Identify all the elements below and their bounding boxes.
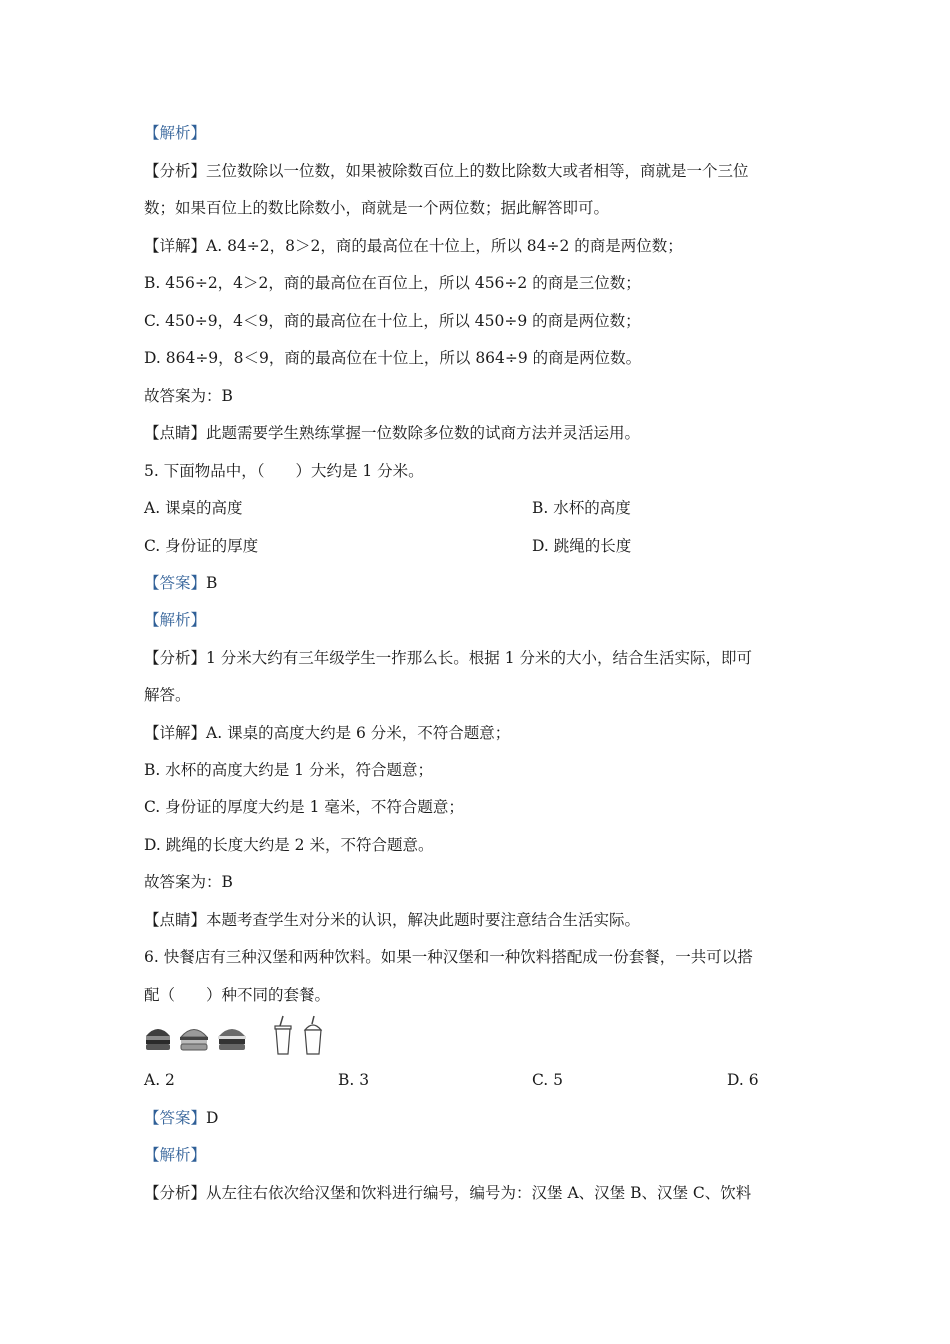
question-5-stem: 5. 下面物品中，（ ）大约是 1 分米。 — [144, 462, 424, 480]
q5-option-d: D. 跳绳的长度 — [532, 537, 632, 555]
q5-analysis-line: 【分析】1 分米大约有三年级学生一拃那么长。根据 1 分米的大小，结合生活实际，即可 — [144, 649, 753, 667]
q5-answer-line: 故答案为：B — [144, 873, 233, 891]
hamburger-icon — [180, 1030, 208, 1051]
answer-line: 故答案为：B — [144, 387, 233, 405]
detail-line-b: B. 456÷2，4＞2，商的最高位在百位上，所以 456÷2 的商是三位数； — [144, 274, 641, 292]
section-jiexi: 【解析】 — [144, 124, 207, 142]
q6-option-d: D. 6 — [727, 1071, 759, 1089]
detail-line-c: C. 450÷9，4＜9，商的最高位在十位上，所以 450÷9 的商是两位数； — [144, 312, 641, 330]
analysis-tag: 【分析】 — [144, 1184, 207, 1202]
q6-option-a: A. 2 — [144, 1071, 175, 1089]
answer-tag: 【答案】 — [144, 1109, 207, 1127]
q5-option-b: B. 水杯的高度 — [532, 499, 631, 517]
q6-option-b: B. 3 — [338, 1071, 370, 1089]
comment-tag: 【点睛】 — [144, 424, 207, 442]
q5-comment-line: 【点睛】本题考查学生对分米的认识，解决此题时要注意结合生活实际。 — [144, 911, 641, 929]
answer-tag: 【答案】 — [144, 574, 207, 592]
q6-illustration — [144, 1014, 344, 1058]
q5-detail-line-c: C. 身份证的厚度大约是 1 毫米，不符合题意； — [144, 798, 464, 816]
q5-option-a: A. 课桌的高度 — [144, 499, 243, 517]
q6-section-jiexi: 【解析】 — [144, 1146, 207, 1164]
detail-tag: 【详解】 — [144, 237, 207, 255]
q5-detail-line-d: D. 跳绳的长度大约是 2 米，不符合题意。 — [144, 836, 434, 854]
comment-tag: 【点睛】 — [144, 911, 207, 929]
comment-line: 【点睛】此题需要学生熟练掌握一位数除多位数的试商方法并灵活运用。 — [144, 424, 641, 442]
question-6-stem-2: 配（ ）种不同的套餐。 — [144, 986, 331, 1004]
question-6-stem-1: 6. 快餐店有三种汉堡和两种饮料。如果一种汉堡和一种饮料搭配成一份套餐，一共可以搭 — [144, 948, 753, 966]
detail-tag: 【详解】 — [144, 724, 207, 742]
q5-detail-line-b: B. 水杯的高度大约是 1 分米，符合题意； — [144, 761, 433, 779]
q6-option-c: C. 5 — [532, 1071, 564, 1089]
analysis-tag: 【分析】 — [144, 649, 207, 667]
q6-answer: 【答案】D — [144, 1109, 219, 1127]
drink-cup-icon — [275, 1016, 291, 1054]
drink-cup-icon — [305, 1016, 321, 1054]
detail-line-d: D. 864÷9，8＜9，商的最高位在十位上，所以 864÷9 的商是两位数。 — [144, 349, 642, 367]
analysis-line: 【分析】三位数除以一位数，如果被除数百位上的数比除数大或者相等，商就是一个三位 — [144, 162, 749, 180]
q6-analysis-line: 【分析】从左往右依次给汉堡和饮料进行编号，编号为：汉堡 A、汉堡 B、汉堡 C、饮料 — [144, 1184, 752, 1202]
hamburger-icon — [218, 1029, 246, 1050]
q5-analysis-line-2: 解答。 — [144, 686, 191, 704]
hamburger-icon — [146, 1029, 170, 1050]
q5-answer: 【答案】B — [144, 574, 218, 592]
detail-line-a: 【详解】A. 84÷2，8＞2，商的最高位在十位上，所以 84÷2 的商是两位数； — [144, 237, 683, 255]
analysis-tag: 【分析】 — [144, 162, 207, 180]
q5-detail-line-a: 【详解】A. 课桌的高度大约是 6 分米，不符合题意； — [144, 724, 511, 742]
q5-section-jiexi: 【解析】 — [144, 611, 207, 629]
analysis-line-2: 数；如果百位上的数比除数小，商就是一个两位数；据此解答即可。 — [144, 199, 610, 217]
q5-option-c: C. 身份证的厚度 — [144, 537, 259, 555]
